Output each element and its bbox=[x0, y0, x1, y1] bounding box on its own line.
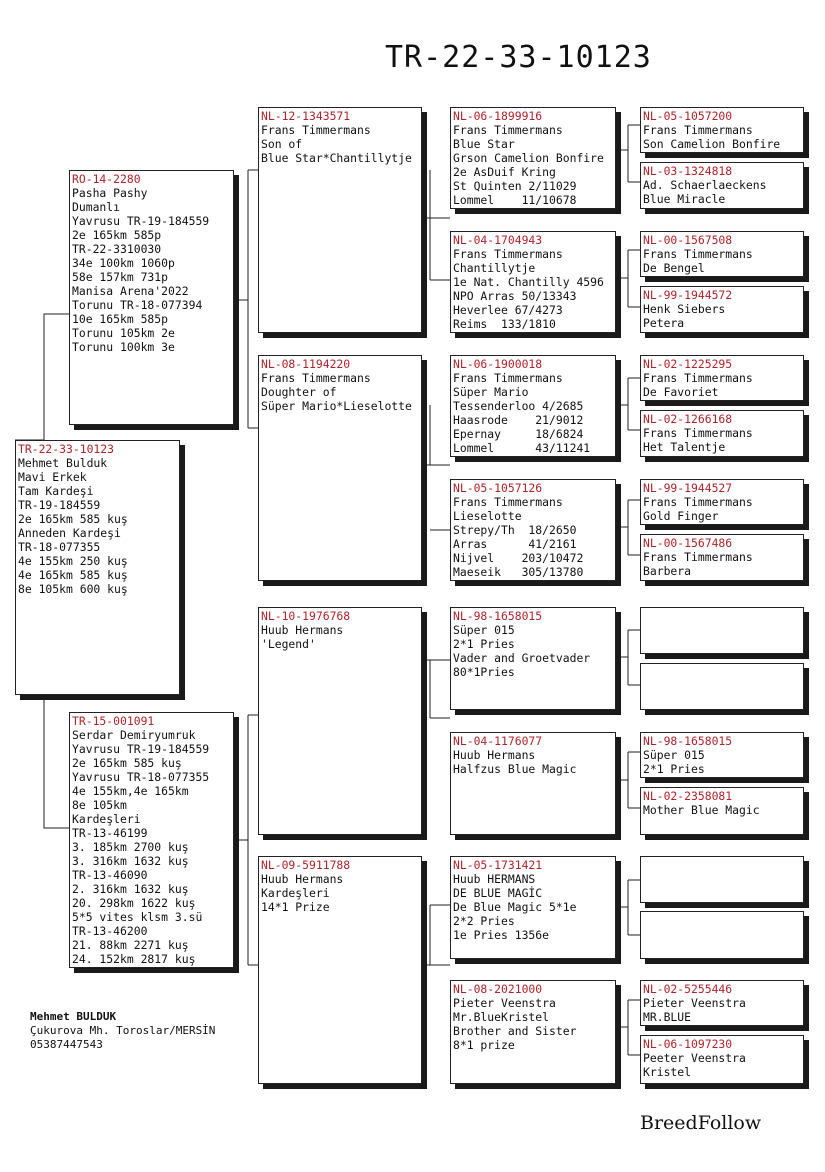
pedigree-line: Mavi Erkek bbox=[18, 470, 87, 484]
pedigree-line: Yavrusu TR-18-077355 bbox=[72, 770, 210, 784]
ring-number: NL-04-1704943 bbox=[453, 233, 543, 247]
pedigree-line: Lommel 43/11241 bbox=[453, 441, 591, 455]
pedigree-line: Epernay 18/6824 bbox=[453, 427, 584, 441]
pedigree-line: 2*2 Pries bbox=[453, 914, 515, 928]
pedigree-line: Kardeşleri bbox=[261, 886, 330, 900]
pedigree-line: Mother Blue Magic bbox=[643, 803, 760, 817]
pedigree-line: Pieter Veenstra bbox=[643, 996, 746, 1010]
pedigree-line: Frans Timmermans bbox=[261, 123, 371, 137]
ring-number: TR-22-33-10123 bbox=[18, 442, 115, 456]
ring-number: RO-14-2280 bbox=[72, 172, 141, 186]
pedigree-line: Yavrusu TR-19-184559 bbox=[72, 214, 210, 228]
pedigree-line: 'Legend' bbox=[261, 637, 316, 651]
pedigree-line: Anneden Kardeşi bbox=[18, 526, 121, 540]
ring-number: NL-03-1324818 bbox=[643, 164, 733, 178]
pedigree-title: TR-22-33-10123 bbox=[385, 40, 652, 75]
ring-number: NL-02-5255446 bbox=[643, 982, 733, 996]
pedigree-line: TR-13-46200 bbox=[72, 924, 148, 938]
pedigree-line: Tessenderloo 4/2685 bbox=[453, 399, 584, 413]
ring-number: NL-02-2358081 bbox=[643, 789, 733, 803]
pedigree-line: NPO Arras 50/13343 bbox=[453, 289, 577, 303]
pedigree-line: Grson Camelion Bonfire bbox=[453, 151, 604, 165]
ring-number: NL-05-1057126 bbox=[453, 481, 543, 495]
pedigree-line: De Blue Magic 5*1e bbox=[453, 900, 577, 914]
pedigree-line: TR-18-077355 bbox=[18, 540, 101, 554]
pedigree-line: Brother and Sister bbox=[453, 1024, 577, 1038]
ring-number: NL-00-1567486 bbox=[643, 536, 733, 550]
pedigree-line: Son of bbox=[261, 137, 303, 151]
pedigree-line: 4e 155km 250 kuş bbox=[18, 554, 128, 568]
pedigree-line: TR-13-46199 bbox=[72, 826, 148, 840]
pedigree-line: Mehmet Bulduk bbox=[18, 456, 108, 470]
pedigree-line: Het Talentje bbox=[643, 440, 726, 454]
pedigree-line: Tam Kardeşi bbox=[18, 484, 94, 498]
pedigree-line: 21. 88km 2271 kuş bbox=[72, 938, 189, 952]
pedigree-line: 20. 298km 1622 kuş bbox=[72, 896, 196, 910]
pedigree-line: 3. 185km 2700 kuş bbox=[72, 840, 189, 854]
pedigree-line: 2e 165km 585 kuş bbox=[18, 512, 128, 526]
pedigree-line: 2e AsDuif Kring bbox=[453, 165, 556, 179]
pedigree-line: Son Camelion Bonfire bbox=[643, 137, 781, 151]
ggparent-card-4[interactable] bbox=[450, 479, 616, 581]
pedigree-line: Torunu TR-18-077394 bbox=[72, 298, 203, 312]
pedigree-line: Halfzus Blue Magic bbox=[453, 762, 577, 776]
pedigree-line: Süper Mario*Lieselotte bbox=[261, 399, 412, 413]
ring-number: NL-05-1731421 bbox=[453, 858, 543, 872]
ggparent-card-6[interactable] bbox=[450, 732, 616, 835]
gggparent-card-15[interactable] bbox=[640, 980, 804, 1026]
owner-phone: 05387447543 bbox=[30, 1038, 103, 1051]
pedigree-line: Blue Star bbox=[453, 137, 515, 151]
pedigree-line: De Bengel bbox=[643, 261, 705, 275]
gggparent-card-4[interactable] bbox=[640, 286, 804, 333]
ring-number: NL-12-1343571 bbox=[261, 109, 351, 123]
grandsire-sire-side-card[interactable] bbox=[258, 107, 422, 333]
pedigree-line: 10e 165km 585p bbox=[72, 312, 169, 326]
gggparent-card-9[interactable] bbox=[640, 607, 804, 654]
pedigree-line: 80*1Pries bbox=[453, 665, 515, 679]
pedigree-line: 1e Nat. Chantilly 4596 bbox=[453, 275, 604, 289]
pedigree-line: TR-19-184559 bbox=[18, 498, 101, 512]
pedigree-line: Peeter Veenstra bbox=[643, 1051, 746, 1065]
pedigree-line: Frans Timmermans bbox=[453, 495, 563, 509]
pedigree-line: Lieselotte bbox=[453, 509, 522, 523]
pedigree-line: Ad. Schaerlaeckens bbox=[643, 178, 767, 192]
pedigree-line: 8*1 prize bbox=[453, 1038, 515, 1052]
pedigree-line: Huub HERMANS bbox=[453, 872, 536, 886]
gggparent-card-1[interactable] bbox=[640, 107, 804, 153]
pedigree-line: Pieter Veenstra bbox=[453, 996, 556, 1010]
pedigree-line: Süper 015 bbox=[643, 748, 705, 762]
subject-bird-card[interactable] bbox=[15, 440, 180, 695]
ggparent-card-5[interactable] bbox=[450, 607, 616, 710]
pedigree-line: Huub Hermans bbox=[453, 748, 536, 762]
pedigree-line: Frans Timmermans bbox=[643, 426, 753, 440]
ring-number: NL-06-1900018 bbox=[453, 357, 543, 371]
pedigree-line: Henk Siebers bbox=[643, 302, 726, 316]
ring-number: NL-06-1097230 bbox=[643, 1037, 733, 1051]
ggparent-card-2[interactable] bbox=[450, 231, 616, 333]
sire-card[interactable] bbox=[69, 170, 234, 425]
ggparent-card-3[interactable] bbox=[450, 355, 616, 457]
pedigree-line: Chantillytje bbox=[453, 261, 536, 275]
ring-number: NL-98-1658015 bbox=[643, 734, 733, 748]
pedigree-line: Frans Timmermans bbox=[261, 371, 371, 385]
owner-name: Mehmet BULDUK bbox=[30, 1010, 117, 1023]
pedigree-line: Huub Hermans bbox=[261, 623, 344, 637]
gggparent-card-13[interactable] bbox=[640, 856, 804, 903]
pedigree-line: Arras 41/2161 bbox=[453, 537, 577, 551]
brand-logo-text: BreedFollow bbox=[640, 1112, 762, 1134]
pedigree-line: St Quinten 2/11029 bbox=[453, 179, 577, 193]
pedigree-line: TR-22-3310030 bbox=[72, 242, 162, 256]
pedigree-line: 24. 152km 2817 kuş bbox=[72, 952, 196, 966]
gggparent-card-10[interactable] bbox=[640, 663, 804, 710]
granddam-dam-side-card[interactable] bbox=[258, 856, 422, 1084]
pedigree-line: Frans Timmermans bbox=[643, 123, 753, 137]
ring-number: NL-98-1658015 bbox=[453, 609, 543, 623]
owner-address: Çukurova Mh. Toroslar/MERSİN bbox=[30, 1024, 216, 1037]
pedigree-line: 4e 155km,4e 165km bbox=[72, 784, 189, 798]
gggparent-card-3[interactable] bbox=[640, 231, 804, 277]
ring-number: NL-10-1976768 bbox=[261, 609, 351, 623]
pedigree-line: Kristel bbox=[643, 1065, 692, 1079]
pedigree-line: Frans Timmermans bbox=[453, 371, 563, 385]
pedigree-line: Torunu 100km 3e bbox=[72, 340, 175, 354]
pedigree-line: 2*1 Pries bbox=[643, 762, 705, 776]
ring-number: NL-09-5911788 bbox=[261, 858, 351, 872]
pedigree-line: 2*1 Pries bbox=[453, 637, 515, 651]
pedigree-line: TR-13-46090 bbox=[72, 868, 148, 882]
pedigree-line: Barbera bbox=[643, 564, 692, 578]
ring-number: NL-05-1057200 bbox=[643, 109, 733, 123]
pedigree-line: 2. 316km 1632 kuş bbox=[72, 882, 189, 896]
pedigree-line: 1e Pries 1356e bbox=[453, 928, 550, 942]
pedigree-line: Petera bbox=[643, 316, 685, 330]
ring-number: TR-15-001091 bbox=[72, 714, 155, 728]
pedigree-line: DE BLUE MAGİC bbox=[453, 886, 543, 900]
ring-number: NL-08-1194220 bbox=[261, 357, 351, 371]
pedigree-line: Maeseik 305/13780 bbox=[453, 565, 584, 579]
ring-number: NL-06-1899916 bbox=[453, 109, 543, 123]
gggparent-card-2[interactable] bbox=[640, 162, 804, 209]
pedigree-line: Doughter of bbox=[261, 385, 337, 399]
pedigree-line: Torunu 105km 2e bbox=[72, 326, 175, 340]
pedigree-line: Manisa Arena'2022 bbox=[72, 284, 189, 298]
gggparent-card-8[interactable] bbox=[640, 534, 804, 581]
ring-number: NL-00-1567508 bbox=[643, 233, 733, 247]
granddam-sire-side-card[interactable] bbox=[258, 355, 422, 581]
pedigree-line: Blue Miracle bbox=[643, 192, 726, 206]
pedigree-line: 34e 100km 1060p bbox=[72, 256, 175, 270]
ggparent-card-7[interactable] bbox=[450, 856, 616, 959]
ring-number: NL-02-1225295 bbox=[643, 357, 733, 371]
pedigree-line: Huub Hermans bbox=[261, 872, 344, 886]
pedigree-line: Reims 133/1810 bbox=[453, 317, 556, 331]
gggparent-card-11[interactable] bbox=[640, 732, 804, 778]
pedigree-line: 8e 105km bbox=[72, 798, 127, 812]
pedigree-line: Nijvel 203/10472 bbox=[453, 551, 584, 565]
ggparent-card-1[interactable] bbox=[450, 107, 616, 209]
pedigree-line: Süper Mario bbox=[453, 385, 529, 399]
gggparent-card-5[interactable] bbox=[640, 355, 804, 401]
pedigree-line: 14*1 Prize bbox=[261, 900, 330, 914]
pedigree-line: Süper 015 bbox=[453, 623, 515, 637]
pedigree-line: Lommel 11/10678 bbox=[453, 193, 577, 207]
pedigree-line: Serdar Demiryumruk bbox=[72, 728, 196, 742]
pedigree-line: Frans Timmermans bbox=[643, 247, 753, 261]
pedigree-line: 5*5 vites klsm 3.sü bbox=[72, 910, 203, 924]
gggparent-card-6[interactable] bbox=[640, 410, 804, 457]
ring-number: NL-08-2021000 bbox=[453, 982, 543, 996]
gggparent-card-7[interactable] bbox=[640, 479, 804, 525]
dam-card[interactable] bbox=[69, 712, 234, 968]
ggparent-card-8[interactable] bbox=[450, 980, 616, 1084]
pedigree-line: Strepy/Th 18/2650 bbox=[453, 523, 577, 537]
pedigree-line: Frans Timmermans bbox=[643, 495, 753, 509]
ring-number: NL-02-1266168 bbox=[643, 412, 733, 426]
pedigree-line: De Favoriet bbox=[643, 385, 719, 399]
ring-number: NL-99-1944527 bbox=[643, 481, 733, 495]
ring-number: NL-04-1176077 bbox=[453, 734, 543, 748]
pedigree-line: MR.BLUE bbox=[643, 1010, 692, 1024]
gggparent-card-16[interactable] bbox=[640, 1035, 804, 1084]
ring-number: NL-99-1944572 bbox=[643, 288, 733, 302]
pedigree-line: Blue Star*Chantillytje bbox=[261, 151, 412, 165]
pedigree-line: 3. 316km 1632 kuş bbox=[72, 854, 189, 868]
pedigree-line: Dumanlı bbox=[72, 200, 121, 214]
pedigree-line: 8e 105km 600 kuş bbox=[18, 582, 128, 596]
pedigree-line: Frans Timmermans bbox=[453, 123, 563, 137]
pedigree-line: 58e 157km 731p bbox=[72, 270, 169, 284]
pedigree-line: Frans Timmermans bbox=[643, 371, 753, 385]
pedigree-line: Heverlee 67/4273 bbox=[453, 303, 563, 317]
gggparent-card-12[interactable] bbox=[640, 787, 804, 835]
pedigree-line: Frans Timmermans bbox=[643, 550, 753, 564]
pedigree-line: Haasrode 21/9012 bbox=[453, 413, 584, 427]
pedigree-line: Kardeşleri bbox=[72, 812, 141, 826]
gggparent-card-14[interactable] bbox=[640, 911, 804, 959]
pedigree-line: 2e 165km 585p bbox=[72, 228, 162, 242]
pedigree-line: Pasha Pashy bbox=[72, 186, 148, 200]
pedigree-line: 4e 165km 585 kuş bbox=[18, 568, 128, 582]
pedigree-line: 2e 165km 585 kuş bbox=[72, 756, 182, 770]
grandsire-dam-side-card[interactable] bbox=[258, 607, 422, 835]
pedigree-line: Vader and Groetvader bbox=[453, 651, 591, 665]
pedigree-line: Yavrusu TR-19-184559 bbox=[72, 742, 210, 756]
pedigree-line: Mr.BlueKristel bbox=[453, 1010, 550, 1024]
pedigree-line: Gold Finger bbox=[643, 509, 719, 523]
owner-info bbox=[30, 1010, 215, 1052]
pedigree-line: Frans Timmermans bbox=[453, 247, 563, 261]
